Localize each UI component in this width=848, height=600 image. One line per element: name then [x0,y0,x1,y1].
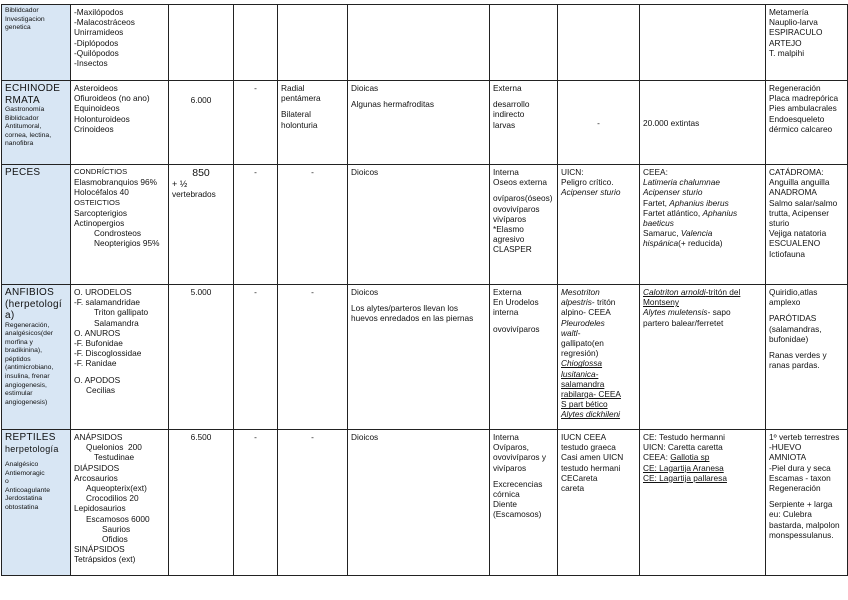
status-cell: Calotriton arnoldi-tritón del Montseny Alytes muletensis- sapo partero balear/ferretet [640,285,766,430]
fertilization-cell: Externa desarrollo indirecto larvas [490,81,558,165]
species-count-cell: 5.000 [169,285,234,430]
group-cell: REPTILES herpetología Analgésico Antiemoragic o Anticoagulante Jerdostatina obtostatina [2,430,71,576]
species-count-cell: 850 + ½ vertebrados [169,165,234,285]
fertilization-cell: Externa En Urodelos interna ovovivíparos [490,285,558,430]
traits-cell: Quiridio,atlas amplexo PARÓTIDAS (salamandras, bufonidae) Ranas verdes y ranas pardas. [766,285,848,430]
empty-cell [558,5,640,81]
reproduction-cell: Dioicos [348,430,490,576]
table-row-arthropoda [2,5,848,81]
table-row-peces [2,165,848,285]
dash-cell: - [234,81,278,165]
protection-cell: IUCN CEEA testudo graeca Casi amen UICN testudo hermani CECareta careta [558,430,640,576]
traits-cell: Regeneración Placa madrepórica Pies ambulacrales Endoesqueleto dérmico calcareo [766,81,848,165]
taxa-cell: Asteroideos Ofiuroideos (no ano) Equinoideos Holonturoideos Crinoideos [71,81,169,165]
symmetry-cell: Radial pentámera Bilateral holonturia [278,81,348,165]
traits-cell: 1º verteb terrestres -HUEVO AMNIOTA -Piel dura y seca Escamas - taxon Regeneración Serpiente + larga eu: Culebra bastarda, malpolon monspessulanus. [766,430,848,576]
table-row-echinodermata [2,81,848,165]
table-row-reptiles [2,430,848,576]
dash-cell: - [234,165,278,285]
group-title: ECHINODE [5,83,61,94]
group-title: Biblidcador [5,7,39,14]
taxa-cell: -Maxilópodos -Malacostráceos Unirramideos -Diplópodos -Quilópodos -Insectos [71,5,169,81]
taxa-cell: ANÁPSIDOS Quelonios 200 Testudinae DIÁPSIDOS Arcosaurios Aqueopterix(ext) Crocodilios 20 Lepidosaurios Escamosos 6000 Saurios Ofidios SINÁPSIDOS Tetrápsidos (ext) [71,430,169,576]
taxonomy-table [1,4,848,576]
species-count-cell: 6.000 [169,81,234,165]
empty-cell [640,5,766,81]
empty-cell [278,5,348,81]
empty-cell [234,5,278,81]
symmetry-cell: - [278,165,348,285]
taxa-cell: CONDRÍCTIOS Elasmobranquios 96% Holocéfalos 40 OSTEICTIOS Sarcopterigios Actinopergios Condrosteos Neopterigios 95% [71,165,169,285]
status-cell: 20.000 extintas [640,81,766,165]
protection-cell: UICN: Peligro crítico. Acipenser sturio [558,165,640,285]
taxa-cell: O. URODELOS -F. salamandridae Triton gallipato Salamandra O. ANUROS -F. Bufonidae -F. Discoglossidae -F. Ranidae O. APODOS Cecilias [71,285,169,430]
reproduction-cell: Dioicas Algunas hermafroditas [348,81,490,165]
dash-cell: - [234,285,278,430]
reproduction-cell: Dioicos [348,165,490,285]
protection-cell: Mesotriton alpestris- tritón alpino- CEEA Pleurodeles waltl- gallipato(en regresión) Chioglossa lusitanica- salamandra rabilarga- CEEA S part bético Alytes dickhileni [558,285,640,430]
group-title: PECES [5,167,41,178]
fertilization-cell: Interna Ovíparos, ovovivíparos y vivíparos Excrecencias córnica Diente (Escamosos) [490,430,558,576]
dash-cell: - [234,430,278,576]
symmetry-cell: - [278,285,348,430]
traits-cell: Metamería Nauplio-larva ESPIRACULO ARTEJO T. malpihi [766,5,848,81]
traits-cell: CATÁDROMA: Anguilla anguilla ANADROMA Salmo salar/salmo trutta, Acipenser sturio Vejiga natatoria ESCUALENO Ictiofauna [766,165,848,285]
empty-cell [490,5,558,81]
symmetry-cell: - [278,430,348,576]
group-title: ANFIBIOS [5,287,55,298]
reproduction-cell: Dioicos Los alytes/parteros llevan los huevos enredados en las piernas [348,285,490,430]
fertilization-cell: Interna Oseos externa ovíparos(óseos) ovovivíparos vivíparos *Elasmo agresivo CLASPER [490,165,558,285]
group-cell: ECHINODE RMATA Gastronomía Biblidcador Antitumoral, cornea, lectina, nanofibra [2,81,71,165]
table-row-anfibios [2,285,848,430]
species-count-cell: 6.500 [169,430,234,576]
species-count-cell [169,5,234,81]
protection-cell: - [558,81,640,165]
group-title: REPTILES [5,432,56,443]
group-cell: Biblidcador Investigacion genetica [2,5,71,81]
empty-cell [348,5,490,81]
status-cell: CEEA: Latimeria chalumnae Acipenser sturio Fartet, Aphanius iberus Fartet atlántico, Aphanius baeticus Samaruc, Valencia hispánica(+ reducida) [640,165,766,285]
status-cell: CE: Testudo hermanni UICN: Caretta caretta CEEA: Gallotia sp CE: Lagartija Aranesa CE: Lagartija pallaresa [640,430,766,576]
group-cell [2,165,71,285]
group-cell: ANFIBIOS (herpetologí a) Regeneración, analgésicos(der morfina y bradikinina), péptidos (antimicrobiano, insulina, frenar angiogenesis, estimular angiogenesis) [2,285,71,430]
